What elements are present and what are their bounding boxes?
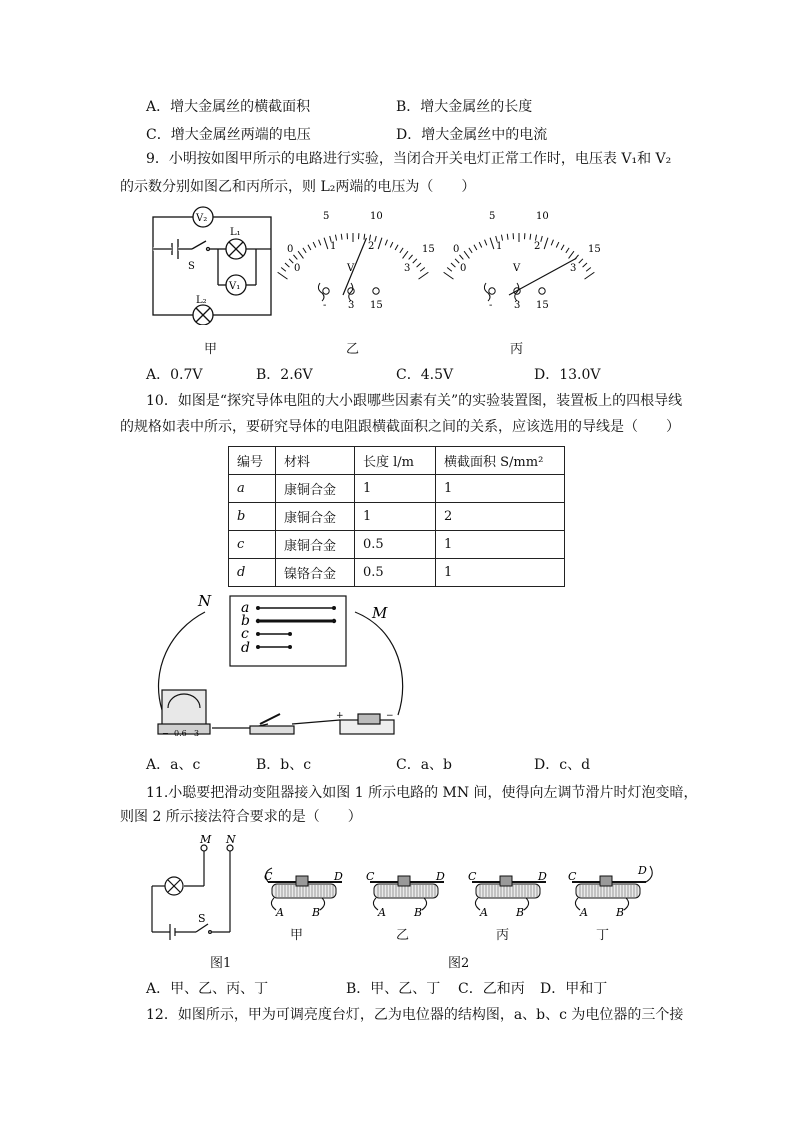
scale-tick bbox=[419, 272, 429, 279]
q11-option-a: A．甲、乙、丙、丁 bbox=[146, 981, 269, 997]
rheostat-slider bbox=[600, 876, 612, 886]
scale-tick bbox=[420, 268, 425, 272]
meter-b-top-0: 0 bbox=[287, 244, 294, 255]
meter-b-term-neg: - bbox=[323, 300, 327, 311]
scale-tick bbox=[583, 263, 587, 267]
q10-option-a: A．a、c bbox=[146, 757, 201, 773]
rheo-b-label: B bbox=[312, 906, 321, 919]
rheostat-caption-ding: 丁 bbox=[596, 928, 610, 943]
scale-tick bbox=[390, 242, 393, 247]
scale-tick bbox=[413, 259, 417, 263]
scale-tick bbox=[530, 234, 531, 240]
table-cell: b bbox=[229, 503, 276, 531]
scale-tick bbox=[507, 234, 508, 240]
meter-b-bot-1: 1 bbox=[330, 241, 337, 252]
scale-tick bbox=[395, 245, 398, 250]
scale-tick bbox=[319, 240, 321, 246]
rheo-a-label: A bbox=[580, 906, 588, 919]
table-cell: 0.5 bbox=[355, 531, 436, 559]
q9-option-c: C．4.5V bbox=[396, 367, 454, 383]
table-row bbox=[229, 503, 565, 531]
rheo-d-label: D bbox=[436, 870, 445, 883]
rheo-c-label: C bbox=[568, 870, 577, 883]
q10-stem-line1: 10．如图是“探究导体电阻的大小跟哪些因素有关”的实验装置图，装置板上的四根导线 bbox=[146, 393, 683, 409]
meter-c-top-15: 15 bbox=[588, 244, 601, 255]
scale-tick bbox=[569, 251, 574, 258]
meter-b-term-3: 3 bbox=[348, 300, 355, 311]
ammeter-terminal-06: 0.6 bbox=[174, 729, 187, 738]
rheo-a-label: A bbox=[276, 906, 284, 919]
fig1-m-label: M bbox=[200, 834, 212, 846]
scale-tick bbox=[566, 248, 569, 253]
q10-option-d: D．c、d bbox=[534, 757, 591, 773]
rheo-d-label: D bbox=[538, 870, 547, 883]
q9-caption-bing: 丙 bbox=[510, 342, 524, 357]
q11-option-d: D．甲和丁 bbox=[540, 981, 608, 997]
scale-tick bbox=[459, 255, 463, 260]
rheo-b-label: B bbox=[516, 906, 525, 919]
table-cell: c bbox=[229, 531, 276, 559]
q8-option-a: A．增大金属丝的横截面积 bbox=[146, 99, 311, 115]
q8-option-c: C．增大金属丝两端的电压 bbox=[146, 127, 311, 143]
meter-b-top-5: 5 bbox=[323, 211, 330, 222]
meter-c-term-3: 3 bbox=[514, 300, 521, 311]
meter-c-bot-2: 2 bbox=[534, 241, 541, 252]
clip-m-label: M bbox=[372, 604, 388, 622]
q11-option-b: B．甲、乙、丁 bbox=[346, 981, 441, 997]
q9-option-b: B．2.6V bbox=[256, 367, 313, 383]
table-cell: a bbox=[229, 475, 276, 503]
fig2-caption: 图2 bbox=[448, 956, 470, 971]
scale-tick bbox=[281, 268, 286, 272]
table-cell: 1 bbox=[436, 559, 565, 587]
meter-b-bot-0: 0 bbox=[294, 263, 301, 274]
scale-tick bbox=[303, 248, 306, 253]
voltmeter-b bbox=[268, 205, 438, 315]
l1-label: L₁ bbox=[230, 227, 241, 238]
wire-spec-table bbox=[228, 446, 565, 587]
terminal-b-wire bbox=[624, 898, 629, 910]
meter-terminal bbox=[489, 288, 495, 294]
scale-tick bbox=[364, 234, 365, 240]
q10-option-c: C．a、b bbox=[396, 757, 453, 773]
wire-label-d: d bbox=[241, 640, 250, 656]
scale-tick bbox=[501, 235, 502, 241]
scale-tick bbox=[474, 245, 477, 250]
wire-label-a: a bbox=[241, 600, 250, 616]
meter-b-term-15: 15 bbox=[370, 300, 383, 311]
scale-tick bbox=[535, 235, 536, 241]
voltmeter-c bbox=[434, 205, 604, 315]
scale-tick bbox=[385, 240, 387, 246]
q12-stem-line1: 12．如图所示，甲为可调亮度台灯，乙为电位器的结构图，a、b、c 为电位器的三个接 bbox=[146, 1007, 684, 1023]
rheo-d-label: D bbox=[638, 864, 647, 877]
meter-b-bot-2: 2 bbox=[368, 241, 375, 252]
q8-option-d: D．增大金属丝中的电流 bbox=[396, 127, 548, 143]
scale-tick bbox=[490, 238, 494, 249]
rheo-b-label: B bbox=[616, 906, 625, 919]
meter-c-term-15: 15 bbox=[536, 300, 549, 311]
scale-tick bbox=[464, 251, 469, 258]
table-cell: 1 bbox=[436, 531, 565, 559]
meter-c-top-10: 10 bbox=[536, 211, 549, 222]
table-row bbox=[229, 475, 565, 503]
scale-tick bbox=[278, 272, 288, 279]
scale-tick bbox=[544, 238, 548, 249]
rheo-c-label: C bbox=[366, 870, 375, 883]
q9-caption-jia: 甲 bbox=[204, 342, 218, 357]
q11-stem-line1: 11.小聪要把滑动变阻器接入如图 1 所示电路的 MN 间，使得向左调节滑片时灯泡变暗， bbox=[146, 785, 698, 801]
scale-tick bbox=[400, 248, 403, 253]
rheostat-caption-bing: 丙 bbox=[496, 928, 510, 943]
fig1-caption: 图1 bbox=[210, 956, 232, 971]
meter-b-unit: V bbox=[347, 263, 355, 274]
rheostat-slider bbox=[398, 876, 410, 886]
v1-label: V₁ bbox=[229, 281, 241, 292]
table-cell: d bbox=[229, 559, 276, 587]
table-cell: 康铜合金 bbox=[276, 503, 355, 531]
scale-tick bbox=[369, 235, 370, 241]
rheostat-caption-yi: 乙 bbox=[396, 928, 410, 943]
meter-terminal bbox=[323, 288, 329, 294]
rheo-d-label: D bbox=[334, 870, 343, 883]
table-header: 横截面积 S/mm² bbox=[436, 447, 565, 475]
scale-tick bbox=[378, 238, 382, 249]
scale-tick bbox=[556, 242, 559, 247]
table-header: 编号 bbox=[229, 447, 276, 475]
scale-tick bbox=[341, 234, 342, 240]
table-header: 长度 l/m bbox=[355, 447, 436, 475]
table-row bbox=[229, 559, 565, 587]
meter-c-bot-0: 0 bbox=[460, 263, 467, 274]
scale-tick bbox=[409, 255, 413, 260]
scale-tick bbox=[289, 259, 293, 263]
wire-label-c: c bbox=[241, 626, 249, 642]
terminal-b-wire bbox=[320, 898, 325, 910]
switch-label: S bbox=[188, 261, 195, 272]
q11-fig1-circuit bbox=[148, 834, 248, 944]
scale-tick bbox=[579, 259, 583, 263]
q9-stem-line1: 9．小明按如图甲所示的电路进行实验，当闭合开关电灯正常工作时，电压表 V₁和 V₂ bbox=[146, 151, 672, 167]
fig1-switch-label: S bbox=[198, 912, 206, 925]
rheostat-bing bbox=[466, 862, 552, 920]
table-cell: 镍铬合金 bbox=[276, 559, 355, 587]
terminal-b-wire bbox=[422, 898, 427, 910]
meter-b-bot-3: 3 bbox=[404, 263, 411, 274]
lead-wire bbox=[349, 283, 353, 301]
meter-c-bot-1: 1 bbox=[496, 241, 503, 252]
scale-tick bbox=[455, 259, 459, 263]
q10-apparatus-figure bbox=[150, 590, 420, 748]
q8-option-b: B．增大金属丝的长度 bbox=[396, 99, 533, 115]
scale-tick bbox=[541, 236, 543, 242]
table-cell: 1 bbox=[355, 503, 436, 531]
q9-stem-line2: 的示数分别如图乙和丙所示，则 L₂两端的电压为（ ） bbox=[120, 179, 476, 195]
scale-tick bbox=[403, 251, 408, 258]
meter-c-top-5: 5 bbox=[489, 211, 496, 222]
scale-tick bbox=[551, 240, 553, 246]
meter-terminal bbox=[373, 288, 379, 294]
connecting-wire bbox=[646, 866, 652, 882]
meter-b-top-10: 10 bbox=[370, 211, 383, 222]
q9-option-a: A．0.7V bbox=[146, 367, 203, 383]
q9-caption-yi: 乙 bbox=[346, 342, 360, 357]
q11-stem-line2: 则图 2 所示接法符合要求的是（ ） bbox=[120, 809, 362, 825]
scale-tick bbox=[585, 272, 595, 279]
scale-tick bbox=[485, 240, 487, 246]
q9-circuit-diagram bbox=[148, 205, 278, 325]
scale-tick bbox=[313, 242, 316, 247]
meter-c-top-0: 0 bbox=[453, 244, 460, 255]
scale-tick bbox=[469, 248, 472, 253]
rheostat-slider bbox=[500, 876, 512, 886]
scale-tick bbox=[479, 242, 482, 247]
rheostat-slider bbox=[296, 876, 308, 886]
rheo-c-label: C bbox=[264, 870, 273, 883]
scale-tick bbox=[293, 255, 297, 260]
l2-label: L₂ bbox=[196, 295, 207, 306]
rheo-a-label: A bbox=[378, 906, 386, 919]
ammeter-terminal-3: 3 bbox=[194, 729, 200, 738]
scale-tick bbox=[285, 263, 289, 267]
meter-c-bot-3: 3 bbox=[570, 263, 577, 274]
scale-tick bbox=[444, 272, 454, 279]
q9-option-d: D．13.0V bbox=[534, 367, 601, 383]
meter-c-unit: V bbox=[513, 263, 521, 274]
table-cell: 0.5 bbox=[355, 559, 436, 587]
wire-label-b: b bbox=[241, 613, 250, 629]
scale-tick bbox=[451, 263, 455, 267]
table-cell: 康铜合金 bbox=[276, 475, 355, 503]
rheo-a-label: A bbox=[480, 906, 488, 919]
q11-option-c: C．乙和丙 bbox=[458, 981, 525, 997]
terminal-b-wire bbox=[524, 898, 529, 910]
fig1-n-label: N bbox=[226, 834, 236, 846]
scale-tick bbox=[335, 235, 336, 241]
table-header: 材料 bbox=[276, 447, 355, 475]
rheostat-ding bbox=[566, 862, 656, 920]
meter-c-term-neg: - bbox=[489, 300, 493, 311]
table-header-row bbox=[229, 447, 565, 475]
table-cell: 康铜合金 bbox=[276, 531, 355, 559]
battery-plus: + bbox=[336, 711, 344, 721]
rheo-b-label: B bbox=[414, 906, 423, 919]
scale-tick bbox=[298, 251, 303, 258]
q10-stem-line2: 的规格如表中所示，要研究导体的电阻跟横截面积之间的关系，应该选用的导线是（ ） bbox=[120, 419, 680, 435]
scale-tick bbox=[417, 263, 421, 267]
scale-tick bbox=[447, 268, 452, 272]
table-cell: 1 bbox=[355, 475, 436, 503]
scale-tick bbox=[308, 245, 311, 250]
scale-tick bbox=[561, 245, 564, 250]
battery-minus: − bbox=[386, 711, 394, 721]
ammeter-terminal-neg: − bbox=[162, 729, 169, 738]
q10-option-b: B．b、c bbox=[256, 757, 312, 773]
rheostat-yi bbox=[364, 862, 450, 920]
meter-terminal bbox=[539, 288, 545, 294]
meter-b-top-15: 15 bbox=[422, 244, 435, 255]
scale-tick bbox=[375, 236, 377, 242]
scale-tick bbox=[324, 238, 328, 249]
clip-n-label: N bbox=[198, 592, 212, 610]
rheo-c-label: C bbox=[468, 870, 477, 883]
rheostat-caption-jia: 甲 bbox=[290, 928, 304, 943]
table-cell: 1 bbox=[436, 475, 565, 503]
v2-label: V₂ bbox=[196, 213, 208, 224]
table-row bbox=[229, 531, 565, 559]
rheostat-jia bbox=[262, 862, 348, 920]
scale-tick bbox=[586, 268, 591, 272]
table-cell: 2 bbox=[436, 503, 565, 531]
